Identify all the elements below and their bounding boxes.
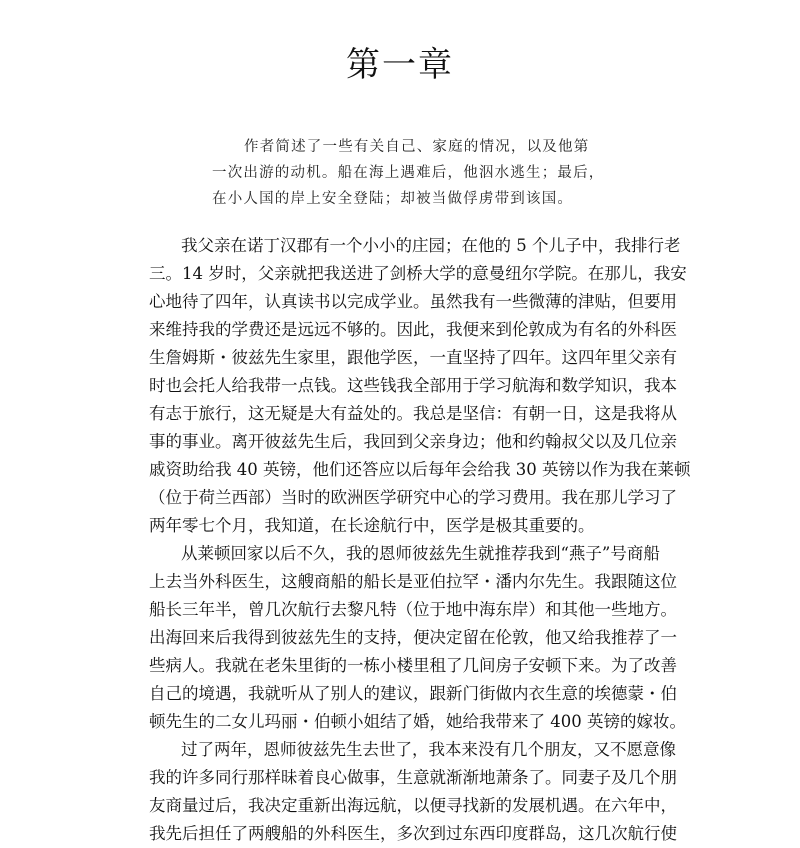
- chapter-summary: [212, 134, 605, 212]
- paragraph-line: 时也会托人给我带一点钱。这些钱我全部用于学习航海和数学知识，我本: [149, 376, 677, 395]
- chapter-title: 第一章: [346, 45, 454, 85]
- paragraph-line: 有志于旅行，这无疑是大有益处的。我总是坚信：有朝一日，这是我将从: [149, 404, 677, 423]
- paragraph-line: 出海回来后我得到彼兹先生的支持，便决定留在伦敦，他又给我推荐了一: [149, 628, 677, 647]
- paragraph-line: 友商量过后，我决定重新出海远航，以便寻找新的发展机遇。在六年中，: [149, 796, 677, 815]
- paragraph-line: 三。14 岁时，父亲就把我送进了剑桥大学的意曼纽尔学院。在那儿，我安: [149, 264, 687, 283]
- summary-line: 一次出游的动机。船在海上遇难后，他泅水逃生；最后，: [212, 165, 605, 181]
- paragraph-line: 事的事业。离开彼兹先生后，我回到父亲身边；他和约翰叔父以及几位亲: [149, 432, 677, 451]
- paragraph-line: 生詹姆斯・彼兹先生家里，跟他学医，一直坚持了四年。这四年里父亲有: [149, 348, 677, 367]
- paragraph-line: 两年零七个月，我知道，在长途航行中，医学是极其重要的。: [149, 516, 595, 535]
- summary-line: 作者简述了一些有关自己、家庭的情况，以及他第: [244, 139, 590, 155]
- paragraph-line: 过了两年，恩师彼兹先生去世了，我本来没有几个朋友，又不愿意像: [181, 740, 676, 759]
- paragraph-line: 从莱顿回家以后不久，我的恩师彼兹先生就推荐我到“燕子”号商船: [181, 544, 660, 563]
- paragraph-line: 自己的境遇，我就听从了别人的建议，跟新门街做内衣生意的埃德蒙・伯: [149, 684, 677, 703]
- paragraph-line: 我先后担任了两艘船的外科医生，多次到过东西印度群岛，这几次航行使: [149, 824, 677, 843]
- summary-line: 在小人国的岸上安全登陆；却被当做俘虏带到该国。: [212, 191, 574, 207]
- paragraph-line: 上去当外科医生，这艘商船的船长是亚伯拉罕・潘内尔先生。我跟随这位: [149, 572, 677, 591]
- paragraph-line: 我父亲在诺丁汉郡有一个小小的庄园；在他的 5 个儿子中，我排行老: [181, 236, 681, 255]
- paragraph-line: 我的许多同行那样昧着良心做事，生意就渐渐地萧条了。同妻子及几个朋: [149, 768, 677, 787]
- chapter-body: [149, 232, 691, 848]
- paragraph-line: 来维持我的学费还是远远不够的。因此，我便来到伦敦成为有名的外科医: [149, 320, 677, 339]
- paragraph-line: 戚资助给我 40 英镑，他们还答应以后每年会给我 30 英镑以作为我在莱顿: [149, 460, 691, 479]
- paragraph-line: 顿先生的二女儿玛丽・伯顿小姐结了婚，她给我带来了 400 英镑的嫁妆。: [149, 712, 686, 731]
- paragraph-line: 些病人。我就在老朱里街的一栋小楼里租了几间房子安顿下来。为了改善: [149, 656, 677, 675]
- paragraph-line: （位于荷兰西部）当时的欧洲医学研究中心的学习费用。我在那儿学习了: [149, 488, 677, 507]
- paragraph-line: 心地待了四年，认真读书以完成学业。虽然我有一些微薄的津贴，但要用: [149, 292, 677, 311]
- paragraph-line: 船长三年半，曾几次航行去黎凡特（位于地中海东岸）和其他一些地方。: [149, 600, 677, 619]
